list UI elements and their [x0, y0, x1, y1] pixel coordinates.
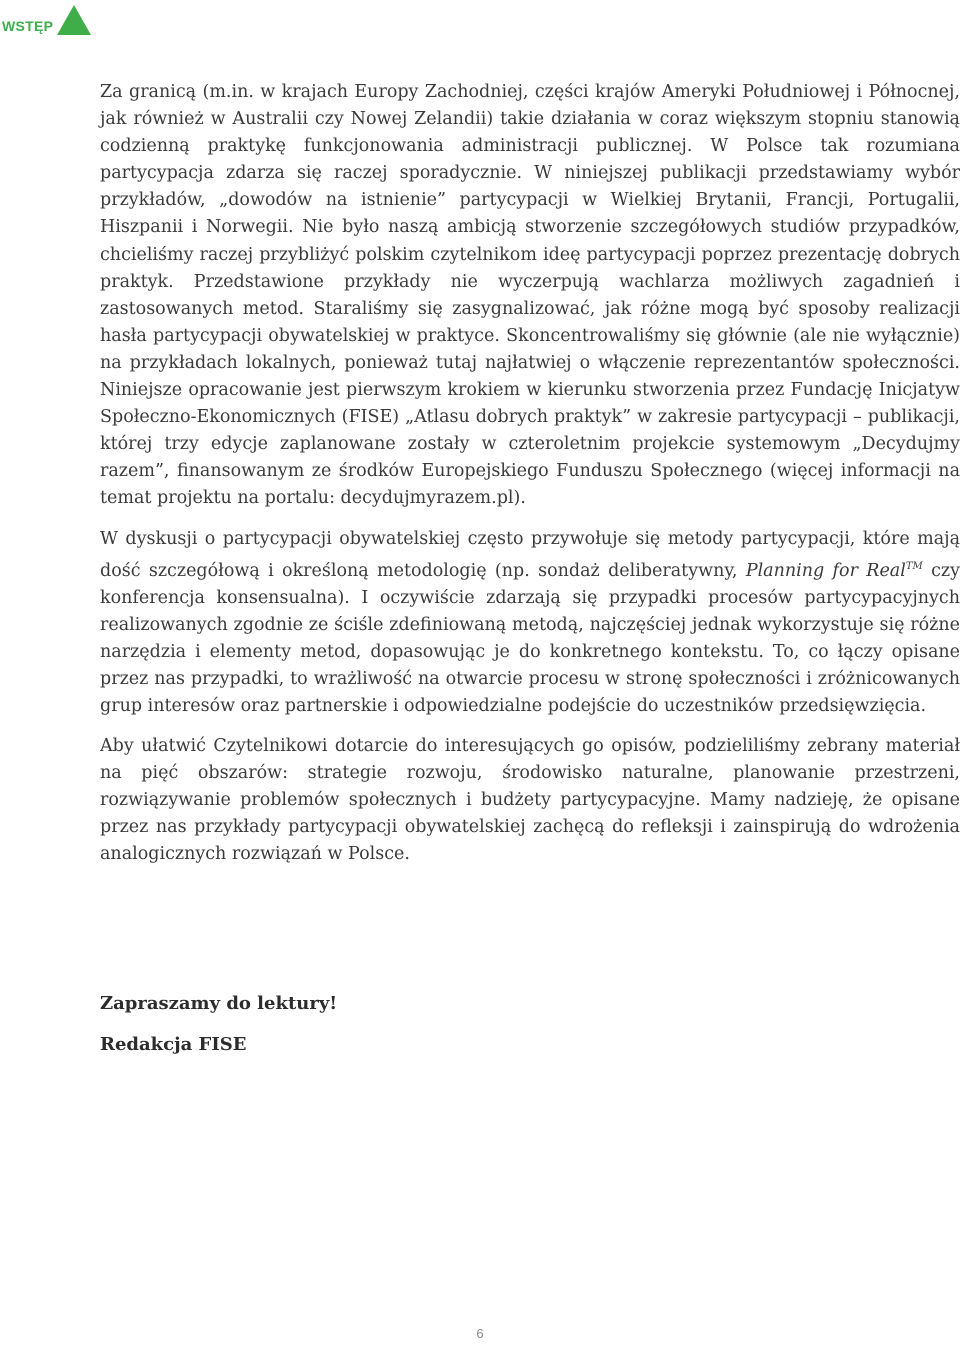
paragraph-3: Aby ułatwić Czytelnikowi dotarcie do interesujących go opisów, podzieliliśmy zebrany materiał na pięć obszarów: strategie rozwoju, środowisko naturalne, planowanie przestrzeni, rozwiązywanie problemów społecznych i budżety partycypacyjne. Mamy nadzieję, że opisane przez nas przykłady partycypacji obywatelskiej zachęcą do refleksji i zainspirują do wdrożenia analogicznych rozwiązań w Polsce. [100, 735, 960, 865]
signature-text: Redakcja FISE [100, 1034, 247, 1055]
closing-block [100, 990, 337, 1072]
paragraph-2-part-1: W dyskusji o partycypacji obywatelskiej często przywołuje się metody partycypacji, które mają dość szczegółową i określoną metodologię (np. sondaż deliberatywny, [100, 528, 960, 581]
planning-for-real: Planning for Real [745, 560, 906, 581]
paragraph-2-part-2: czy konferencja konsensualna). I oczywiście zdarzają się przypadki procesów partycypacyjnych realizowanych zgodnie ze ściśle zdefiniowaną metodą, najczęściej jednak wykorzystuje się różne narzędzia i elementy metod, dopasowując je do konkretnego kontekstu. To, co łączy opisane przez nas przypadki, to wrażliwość na otwarcie procesu w stronę społeczności i zróżnicowanych grup interesów oraz partnerskie i odpowiedzialne podejście do uczestników przedsięwzięcia. [100, 560, 960, 716]
triangle-up-icon [56, 4, 92, 36]
paragraph-1: Za granicą (m.in. w krajach Europy Zachodniej, części krajów Ameryki Południowej i Północnej, jak również w Australii czy Nowej Zelandii) takie działania w coraz większym stopniu stanowią codzienną praktykę funkcjonowania administracji publicznej. W Polsce tak rozumiana partycypacja zdarza się raczej sporadycznie. W niniejszej publikacji przedstawiamy wybór przykładów, „dowodów na istnienie” partycypacji w Wielkiej Brytanii, Francji, Portugalii, Hiszpanii i Norwegii. Nie było naszą ambicją stworzenie szczegółowych studiów przypadków, chcieliśmy raczej przybliżyć polskim czytelnikom ideę partycypacji poprzez prezentację dobrych praktyk. Przedstawione przykłady nie wyczerpują wachlarza możliwych zagadnień i zastosowanych metod. Staraliśmy się zasygnalizować, jak różne mogą być sposoby realizacji hasła partycypacji obywatelskiej w praktyce. Skoncentrowaliśmy się głównie (ale nie wyłącznie) na przykładach lokalnych, ponieważ tutaj najłatwiej o włączenie reprezentantów społeczności. Niniejsze opracowanie jest pierwszym krokiem w kierunku stworzenia przez Fundację Inicjatyw Społeczno-Ekonomicznych (FISE) „Atlasu dobrych praktyk” w zakresie partycypacji – publikacji, której trzy edycje zaplanowane zostały w czteroletnim projekcie systemowym „Decydujmy razem”, finansowanym ze środków Europejskiego Funduszu Społecznego (więcej informacji na temat projektu na portalu: decydujmyrazem.pl). [100, 82, 960, 509]
page-number: 6 [476, 1326, 484, 1341]
paragraph-2 [100, 526, 960, 720]
invitation-text: Zapraszamy do lektury! [100, 993, 338, 1014]
section-label: WSTĘP [2, 18, 54, 34]
trademark-mark: TM [905, 560, 923, 572]
main-text [100, 79, 960, 881]
